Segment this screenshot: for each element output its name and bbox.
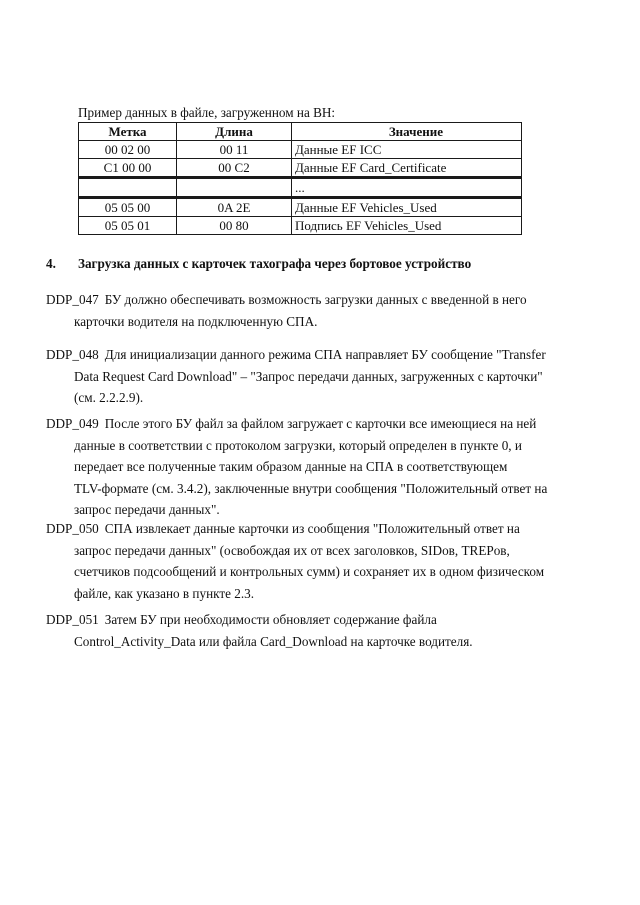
- paragraph-line: запрос передачи данных" (освобождая их от всех заголовков, SIDов, TREPов,: [74, 542, 510, 558]
- table-caption: Пример данных в файле, загруженном на ВН:: [78, 105, 336, 120]
- table-row: [79, 178, 522, 198]
- cell-length: 0A 2E: [177, 198, 292, 217]
- requirement-code: DDP_048: [46, 347, 99, 362]
- table-header-row: [79, 123, 522, 141]
- column-header-tag: Метка: [79, 123, 177, 141]
- paragraph-line: (см. 2.2.2.9).: [74, 390, 144, 405]
- cell-value: Данные EF Card_Certificate: [292, 159, 522, 178]
- paragraph-line: После этого БУ файл за файлом загружает с карточки все имеющиеся на ней: [104, 416, 537, 431]
- table-row: [79, 159, 522, 178]
- cell-tag: 00 02 00: [79, 141, 177, 159]
- paragraph-line: СПА извлекает данные карточки из сообщения "Положительный ответ на: [104, 521, 520, 536]
- cell-length: 00 C2: [177, 159, 292, 178]
- paragraph-line: счетчиков подсообщений и контрольных сумм) и сохраняет их в одном физическом: [74, 564, 545, 579]
- paragraph-line: файле, как указано в пункте 2.3.: [74, 585, 255, 601]
- section-heading: [46, 256, 471, 272]
- cell-tag: 05 05 01: [79, 217, 177, 235]
- section-title: Загрузка данных с карточек тахографа через бортовое устройство: [78, 256, 472, 271]
- table-row: [79, 217, 522, 235]
- cell-tag: [79, 178, 177, 198]
- cell-value: ...: [292, 178, 522, 198]
- cell-length: 00 80: [177, 217, 292, 235]
- requirement-code: DDP_047: [46, 292, 99, 307]
- requirement-code: DDP_049: [46, 416, 99, 431]
- paragraph-line: данные в соответствии с протоколом загрузки, который определен в пункте 0, и: [74, 437, 522, 453]
- cell-tag: C1 00 00: [79, 159, 177, 178]
- paragraph-ddp-049: [46, 413, 566, 521]
- paragraph-line: БУ должно обеспечивать возможность загрузки данных с введенной в него: [104, 292, 527, 307]
- cell-length: [177, 178, 292, 198]
- paragraph-line: Data Request Card Download" – "Запрос передачи данных, загруженных с карточки": [74, 368, 543, 384]
- paragraph-ddp-047: [46, 289, 566, 332]
- requirement-code: DDP_050: [46, 521, 99, 536]
- column-header-value: Значение: [292, 123, 522, 141]
- paragraph-ddp-048: [46, 344, 566, 409]
- paragraph-line: запрос передачи данных".: [74, 502, 220, 517]
- paragraph-line: Затем БУ при необходимости обновляет содержание файла: [104, 612, 437, 627]
- paragraph-line: Для инициализации данного режима СПА направляет БУ сообщение "Transfer: [104, 347, 546, 362]
- column-header-length: Длина: [177, 123, 292, 141]
- table-row: [79, 141, 522, 159]
- requirement-code: DDP_051: [46, 612, 99, 627]
- cell-value: Данные EF ICC: [292, 141, 522, 159]
- cell-value: Данные EF Vehicles_Used: [292, 198, 522, 217]
- cell-tag: 05 05 00: [79, 198, 177, 217]
- paragraph-ddp-050: [46, 518, 566, 604]
- paragraph-line: TLV-формате (см. 3.4.2), заключенные внутри сообщения "Положительный ответ на: [74, 480, 548, 496]
- paragraph-ddp-051: [46, 609, 566, 652]
- cell-value: Подпись EF Vehicles_Used: [292, 217, 522, 235]
- data-example-table: [78, 122, 522, 235]
- paragraph-line: карточки водителя на подключенную СПА.: [74, 313, 318, 329]
- cell-length: 00 11: [177, 141, 292, 159]
- paragraph-line: передает все полученные таким образом данные на СПА в соответствующем: [74, 459, 508, 474]
- table-row: [79, 198, 522, 217]
- paragraph-line: Control_Activity_Data или файла Card_Download на карточке водителя.: [74, 633, 473, 649]
- section-number: 4.: [46, 256, 56, 271]
